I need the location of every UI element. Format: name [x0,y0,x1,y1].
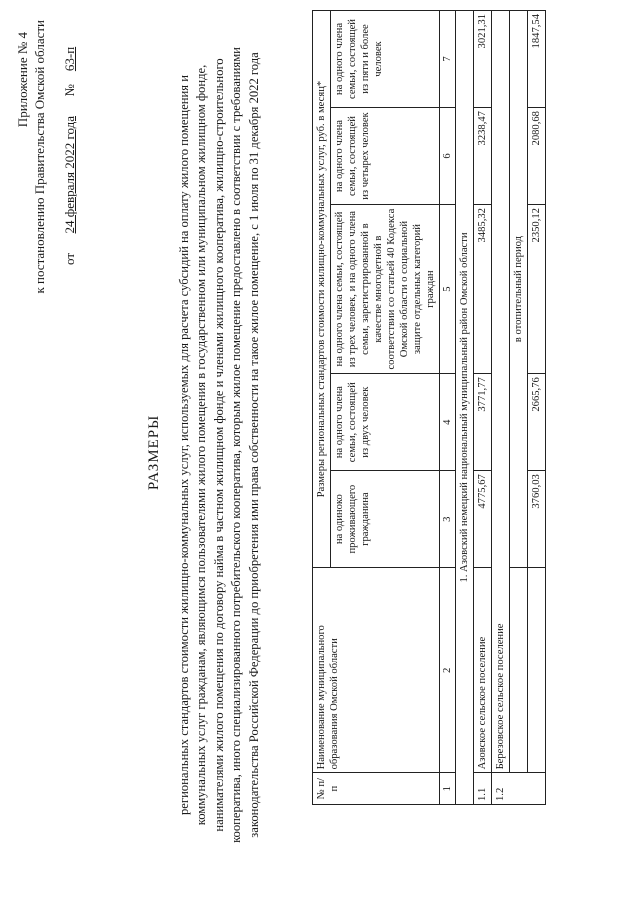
column-number: 5 [440,205,456,374]
column-number: 7 [440,11,456,108]
appendix-header [14,20,78,294]
column-number: 4 [440,374,456,471]
resolution-label: к постановлению Правительства Омской области [32,20,47,294]
value-cell: 3238,47 [474,108,492,205]
date-prefix: от [62,252,77,265]
header-group: Размеры региональных стандартов стоимости жилищно-коммунальных услуг, руб. в месяц* [313,11,331,568]
value-cell: 2350,12 [528,205,546,374]
column-number: 1 [440,773,456,805]
row-spacer [528,568,546,773]
resolution-date-line [61,20,78,265]
value-cell: 3771,77 [474,374,492,471]
column-number: 6 [440,108,456,205]
header-col-number: № п/п [313,773,440,805]
section-title: 1. Азовский немецкий национальный муниципальный район Омской области [456,11,474,805]
column-numbers-row [440,11,456,805]
resolution-number: 63-п [62,46,77,72]
table-row [528,11,546,805]
subheader-family-5plus: на одного члена семьи, состоящей из пяти и более человек [331,11,440,108]
rates-table [312,10,546,805]
appendix-label: Приложение № 4 [15,32,30,128]
number-prefix: № [62,84,77,97]
subheader-family-3: на одного члена семьи, состоящей из трех человек, и на одного члена семьи, зарегистрированной в качестве многодетной в соответствии со статьей 40 Кодекса Омской области о социальной защите отдельных категорий граждан [331,205,440,374]
document-title: РАЗМЕРЫ [146,414,162,491]
value-cell: 4775,67 [474,471,492,568]
table-header-row [313,11,331,805]
value-cell: 2080,68 [528,108,546,205]
row-number: 1.2 [492,773,546,805]
document-subtitle: региональных стандартов стоимости жилищно-коммунальных услуг, используемых для расчета субсидий на оплату жилого помещения и коммунальных услуг гражданам, являющимся пользователями жилого помещения в государственном или муниципальном жилищном фонде, нанимателями жилого помещения по договору найма в частном жилищном фонде и членами жилищного кооператива, жилищно-строительного кооператива, иного специализированного потребительского кооператива, которым жилое помещение предоставлено в соответствии с требованиями законодательства Российской Федерации до приобретения ими права собственности на такое жилое помещение, с 1 июля по 31 декабря 2022 года [177,47,261,843]
value-cell: 3485,32 [474,205,492,374]
subheader-family-4: на одного члена семьи, состоящей из четырех человек [331,108,440,205]
table-row [492,11,510,805]
header-col-name: Наименование муниципального образования Омской области [313,568,440,773]
period-spacer [510,568,528,773]
period-row [510,11,528,805]
value-cell: 2665,76 [528,374,546,471]
column-number: 3 [440,471,456,568]
value-cell: 3760,03 [528,471,546,568]
subheader-single: на одиноко проживающего гражданина [331,471,440,568]
section-row [456,11,474,805]
resolution-date: 24 февраля 2022 года [62,116,77,234]
subheader-family-2: на одного члена семьи, состоящей из двух человек [331,374,440,471]
row-number: 1.1 [474,773,492,805]
value-cell: 1847,54 [528,11,546,108]
column-number: 2 [440,568,456,773]
row-name: Азовское сельское поселение [474,568,492,773]
period-label: в отопительный период [510,11,528,568]
value-cell: 3021,31 [474,11,492,108]
row-name: Березовское сельское поселение [492,11,510,773]
table-row [474,11,492,805]
